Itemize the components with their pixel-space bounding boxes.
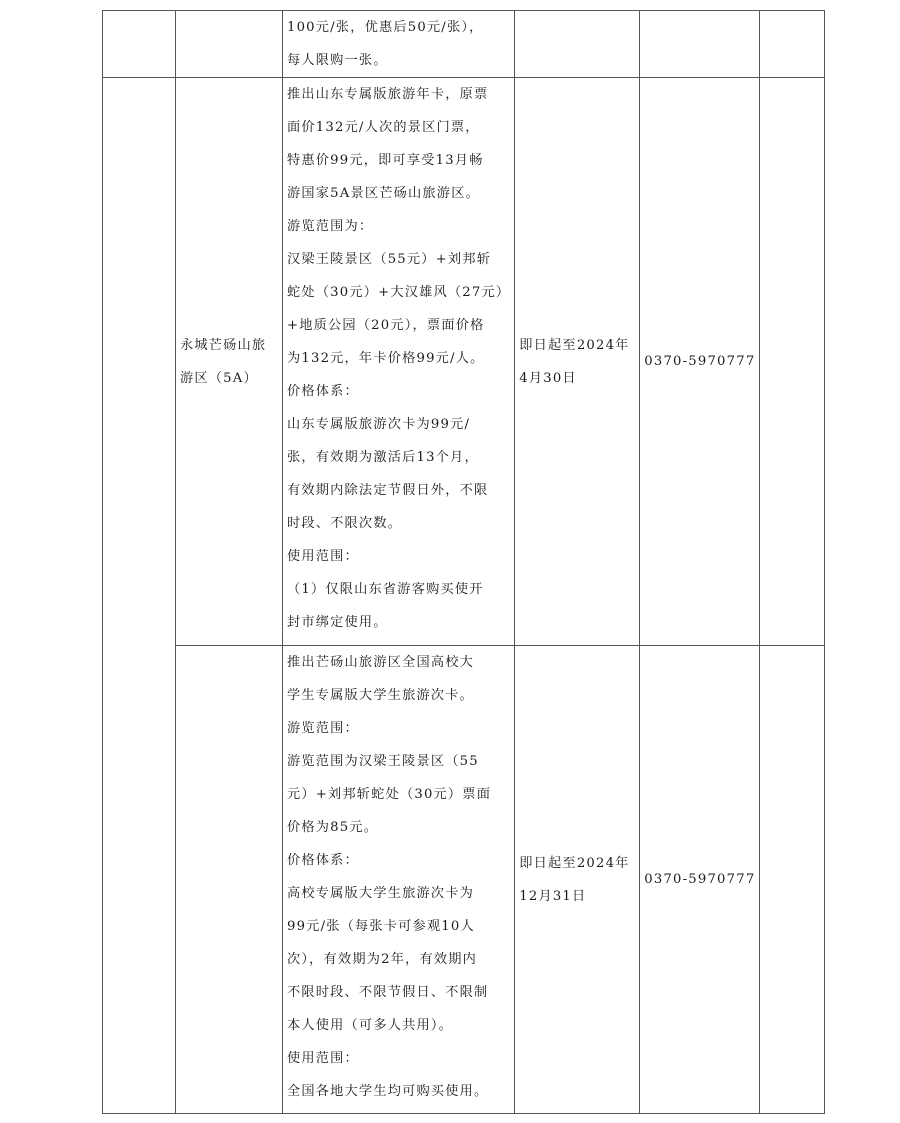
description-line: 99元/张（每张卡可参观10人 <box>287 919 475 934</box>
scenic-cell <box>176 78 283 646</box>
period-line: 即日起至2024年 <box>519 855 630 871</box>
phone-cell <box>640 78 760 646</box>
policy-description-cell <box>283 646 515 1114</box>
period-cell <box>515 78 640 646</box>
description-line: 为132元，年卡价格99元/人。 <box>287 351 485 366</box>
description-line: （1）仅限山东省游客购买使开 <box>287 582 484 597</box>
description-line: 汉梁王陵景区（55元）+刘邦斩 <box>287 252 492 267</box>
description-line: 时段、不限次数。 <box>287 516 403 531</box>
phone-number: 0370-5970777 <box>644 872 756 887</box>
table-row <box>103 11 825 78</box>
description-line: 使用范围： <box>287 549 359 564</box>
description-line: 山东专属版旅游次卡为99元/ <box>287 417 471 432</box>
description-line: 游览范围为汉梁王陵景区（55 <box>287 754 479 769</box>
phone-cell <box>640 11 760 78</box>
period-line: 4月30日 <box>519 370 577 386</box>
description-line: 封市绑定使用。 <box>287 615 388 630</box>
period-cell <box>515 11 640 78</box>
scenic-name-line: 游区（5A） <box>180 370 258 386</box>
city-cell <box>103 11 176 78</box>
ticket-policy-table <box>102 10 825 1114</box>
description-line: 价格体系： <box>287 384 359 399</box>
description-line: 价格体系： <box>287 853 359 868</box>
remark-cell <box>760 646 825 1114</box>
scenic-cell <box>176 646 283 1114</box>
period-cell <box>515 646 640 1114</box>
description-line: 蛇处（30元）+大汉雄风（27元） <box>287 285 511 300</box>
description-line: 特惠价99元，即可享受13月畅 <box>287 153 484 168</box>
description-line: 全国各地大学生均可购买使用。 <box>287 1084 489 1099</box>
description-line: 每人限购一张。 <box>287 53 388 68</box>
description-line: 不限时段、不限节假日、不限制 <box>287 985 489 1000</box>
description-line: 100元/张，优惠后50元/张）， <box>287 20 484 35</box>
description-line: 学生专属版大学生旅游次卡。 <box>287 688 475 703</box>
description-line: 使用范围： <box>287 1051 359 1066</box>
description-line: 次），有效期为2年，有效期内 <box>287 952 478 967</box>
remark-cell <box>760 11 825 78</box>
description-line: 元）+刘邦斩蛇处（30元）票面 <box>287 787 492 802</box>
description-line: 有效期内除法定节假日外，不限 <box>287 483 489 498</box>
table-row <box>103 78 825 646</box>
description-line: 本人使用（可多人共用）。 <box>287 1018 454 1033</box>
phone-number: 0370-5970777 <box>644 354 756 369</box>
description-line: 游览范围： <box>287 721 359 736</box>
description-line: +地质公园（20元），票面价格 <box>287 318 485 333</box>
description-line: 推出山东专属版旅游年卡，原票 <box>287 87 489 102</box>
remark-cell <box>760 78 825 646</box>
description-line: 推出芒砀山旅游区全国高校大 <box>287 655 475 670</box>
description-line: 价格为85元。 <box>287 820 379 835</box>
description-line: 游览范围为： <box>287 219 374 234</box>
table-row <box>103 646 825 1114</box>
policy-description-cell <box>283 11 515 78</box>
phone-cell <box>640 646 760 1114</box>
description-line: 高校专属版大学生旅游次卡为 <box>287 886 475 901</box>
description-line: 面价132元/人次的景区门票， <box>287 120 480 135</box>
scenic-name-line: 永城芒砀山旅 <box>180 337 267 353</box>
description-line: 游国家5A景区芒砀山旅游区。 <box>287 186 480 201</box>
policy-description-cell <box>283 78 515 646</box>
city-cell <box>103 78 176 1114</box>
period-line: 即日起至2024年 <box>519 337 630 353</box>
scenic-cell <box>176 11 283 78</box>
description-line: 张，有效期为激活后13个月， <box>287 450 479 465</box>
period-line: 12月31日 <box>519 888 587 904</box>
